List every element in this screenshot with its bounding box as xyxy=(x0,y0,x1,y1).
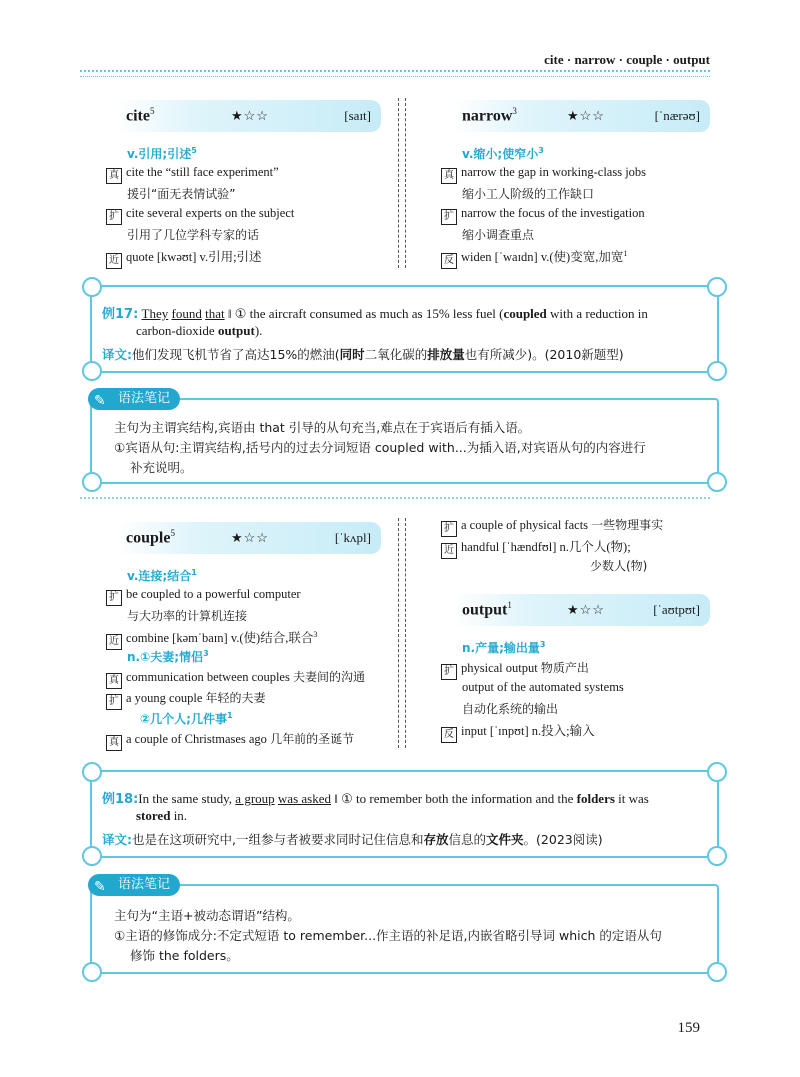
note-line: 主句为“主语+被动态谓语”结构。 xyxy=(114,908,300,923)
ornament-corner xyxy=(707,361,727,381)
tag-kuo: 扩 xyxy=(106,694,122,710)
example-line: output of the automated systems xyxy=(462,680,624,694)
tag-zhen: 真 xyxy=(106,673,122,689)
tag-fan: 反 xyxy=(441,727,457,743)
sense-label: v.缩小;使窄小$^3$ xyxy=(462,146,544,161)
star-rating: ★☆☆ xyxy=(567,602,605,617)
tag-zhen: 真 xyxy=(106,168,122,184)
sense-label: v.引用;引述$^5$ xyxy=(127,146,197,161)
entry-head-couple xyxy=(116,522,381,554)
tag-kuo: 扩 xyxy=(441,664,457,680)
sense-label: n.产量;输出量$^3$ xyxy=(462,640,546,655)
note-line: ①主语的修饰成分:不定式短语 to remember...作主语的补足语,内嵌省略引导词 which 的定语从句 xyxy=(114,928,662,943)
section-divider xyxy=(80,497,710,499)
page-number: 159 xyxy=(677,1020,700,1036)
tag-jin: 近 xyxy=(106,634,122,650)
grammar-note-1 xyxy=(90,398,719,484)
tag-fan: 反 xyxy=(441,253,457,269)
example-line: 扩 a young couple 年轻的夫妻 xyxy=(106,689,266,710)
note-line: 修饰 the folders。 xyxy=(130,948,239,963)
sense-label: n.①夫妻;情侣$^3$ xyxy=(127,649,209,664)
headword-cite: cite$^5$ xyxy=(126,106,155,125)
example-line: 扩 a couple of physical facts 一些物理事实 xyxy=(441,516,663,537)
star-rating: ★☆☆ xyxy=(231,108,269,123)
example-line: 扩 narrow the focus of the investigation xyxy=(441,206,645,225)
ornament-corner xyxy=(707,846,727,866)
synonym-line: 近 handful [ˈhændfʊl] n.几个人(物); xyxy=(441,537,631,559)
example-sentence-cont: stored in. xyxy=(136,808,188,823)
tag-kuo: 扩 xyxy=(441,521,457,537)
headword-couple: couple$^5$ xyxy=(126,528,175,547)
synonym-line: 近 quote [kwəʊt] v.引用;引述 xyxy=(106,247,262,269)
example-translation: 援引“面无表情试验” xyxy=(127,187,236,201)
synonym-line: 近 combine [kəmˈbaɪn] v.(使)结合,联合$^3$ xyxy=(106,628,317,650)
ornament-corner xyxy=(707,472,727,492)
note-line: 补充说明。 xyxy=(130,460,193,475)
example-sentence: 例17: They found that ‖ ① the aircraft consumed as much as 15% less fuel (coupled with a reduction in xyxy=(102,306,648,322)
ornament-corner xyxy=(82,846,102,866)
example-line: 扩 be coupled to a powerful computer xyxy=(106,587,301,606)
example-translation: 译文:也是在这项研究中,一组参与者被要求同时记住信息和存放信息的文件夹。(2023阅读) xyxy=(102,832,603,847)
tag-jin: 近 xyxy=(106,253,122,269)
column-divider xyxy=(398,98,406,268)
ornament-corner xyxy=(707,962,727,982)
example-translation: 自动化系统的输出 xyxy=(462,702,559,716)
phonetic: [ˈaʊtpʊt] xyxy=(653,602,700,617)
sense-label: ②几个人;几件事$^1$ xyxy=(140,711,233,726)
column-divider xyxy=(398,518,406,748)
example-line: 扩 cite several experts on the subject xyxy=(106,206,294,225)
ornament-corner xyxy=(707,762,727,782)
example-line: 真 cite the “still face experiment” xyxy=(106,165,279,184)
synonym-line-cont: 少数人(物) xyxy=(590,559,648,573)
example-line: 真 narrow the gap in working-class jobs xyxy=(441,165,646,184)
ornament-corner xyxy=(707,277,727,297)
entry-head-output xyxy=(452,594,710,626)
star-rating: ★☆☆ xyxy=(567,108,605,123)
example-translation: 缩小调查重点 xyxy=(462,228,535,242)
example-translation: 与大功率的计算机连接 xyxy=(127,609,248,623)
ornament-corner xyxy=(82,762,102,782)
antonym-line: 反 input [ˈɪnpʊt] n.投入;输入 xyxy=(441,721,595,743)
tag-kuo: 扩 xyxy=(106,590,122,606)
tag-kuo: 扩 xyxy=(441,209,457,225)
star-rating: ★☆☆ xyxy=(231,530,269,545)
phonetic: [ˈkʌpl] xyxy=(334,530,371,545)
grammar-note-2 xyxy=(90,884,719,974)
note-line: 主句为主谓宾结构,宾语由 that 引导的从句充当,难点在于宾语后有插入语。 xyxy=(114,420,531,435)
ornament-corner xyxy=(82,277,102,297)
ornament-corner xyxy=(82,361,102,381)
example-sentence-cont: carbon-dioxide output). xyxy=(136,323,263,338)
phonetic: [ˈnærəʊ] xyxy=(654,108,700,123)
example-sentence: 例18:In the same study, a group was asked ‖ ① to remember both the information and the folders it was xyxy=(102,791,649,807)
headword-narrow: narrow$^3$ xyxy=(462,106,517,125)
sense-label: v.连接;结合$^1$ xyxy=(127,568,197,583)
example-translation: 译文:他们发现飞机节省了高达15%的燃油(同时二氧化碳的排放量也有所减少)。(2010新题型) xyxy=(102,347,624,362)
ornament-corner xyxy=(82,472,102,492)
running-header: cite · narrow · couple · output xyxy=(544,52,710,67)
entry-head-narrow xyxy=(452,100,710,132)
antonym-line: 反 widen [ˈwaɪdn] v.(使)变宽,加宽$^1$ xyxy=(441,247,627,269)
note-line: ①宾语从句:主谓宾结构,括号内的过去分词短语 coupled with...为插入语,对宾语从句的内容进行 xyxy=(114,440,646,455)
example-translation: 引用了几位学科专家的话 xyxy=(127,228,260,242)
example-box-18 xyxy=(90,770,719,858)
tag-kuo: 扩 xyxy=(106,209,122,225)
pen-icon: ✎ xyxy=(94,393,106,409)
phonetic: [saɪt] xyxy=(344,108,371,123)
tag-zhen: 真 xyxy=(106,735,122,751)
grammar-note-badge: ✎ 语法笔记 xyxy=(88,874,180,896)
example-translation: 缩小工人阶级的工作缺口 xyxy=(462,187,595,201)
example-box-17 xyxy=(90,285,719,373)
header-rule xyxy=(80,70,710,77)
ornament-corner xyxy=(82,962,102,982)
entry-head-cite xyxy=(116,100,381,132)
example-line: 扩 physical output 物质产出 xyxy=(441,659,589,680)
headword-output: output$^1$ xyxy=(462,600,512,619)
tag-jin: 近 xyxy=(441,543,457,559)
tag-zhen: 真 xyxy=(441,168,457,184)
example-line: 真 a couple of Christmases ago 几年前的圣诞节 xyxy=(106,730,354,751)
pen-icon: ✎ xyxy=(94,879,106,895)
example-line: 真 communication between couples 夫妻间的沟通 xyxy=(106,668,365,689)
grammar-note-badge: ✎ 语法笔记 xyxy=(88,388,180,410)
